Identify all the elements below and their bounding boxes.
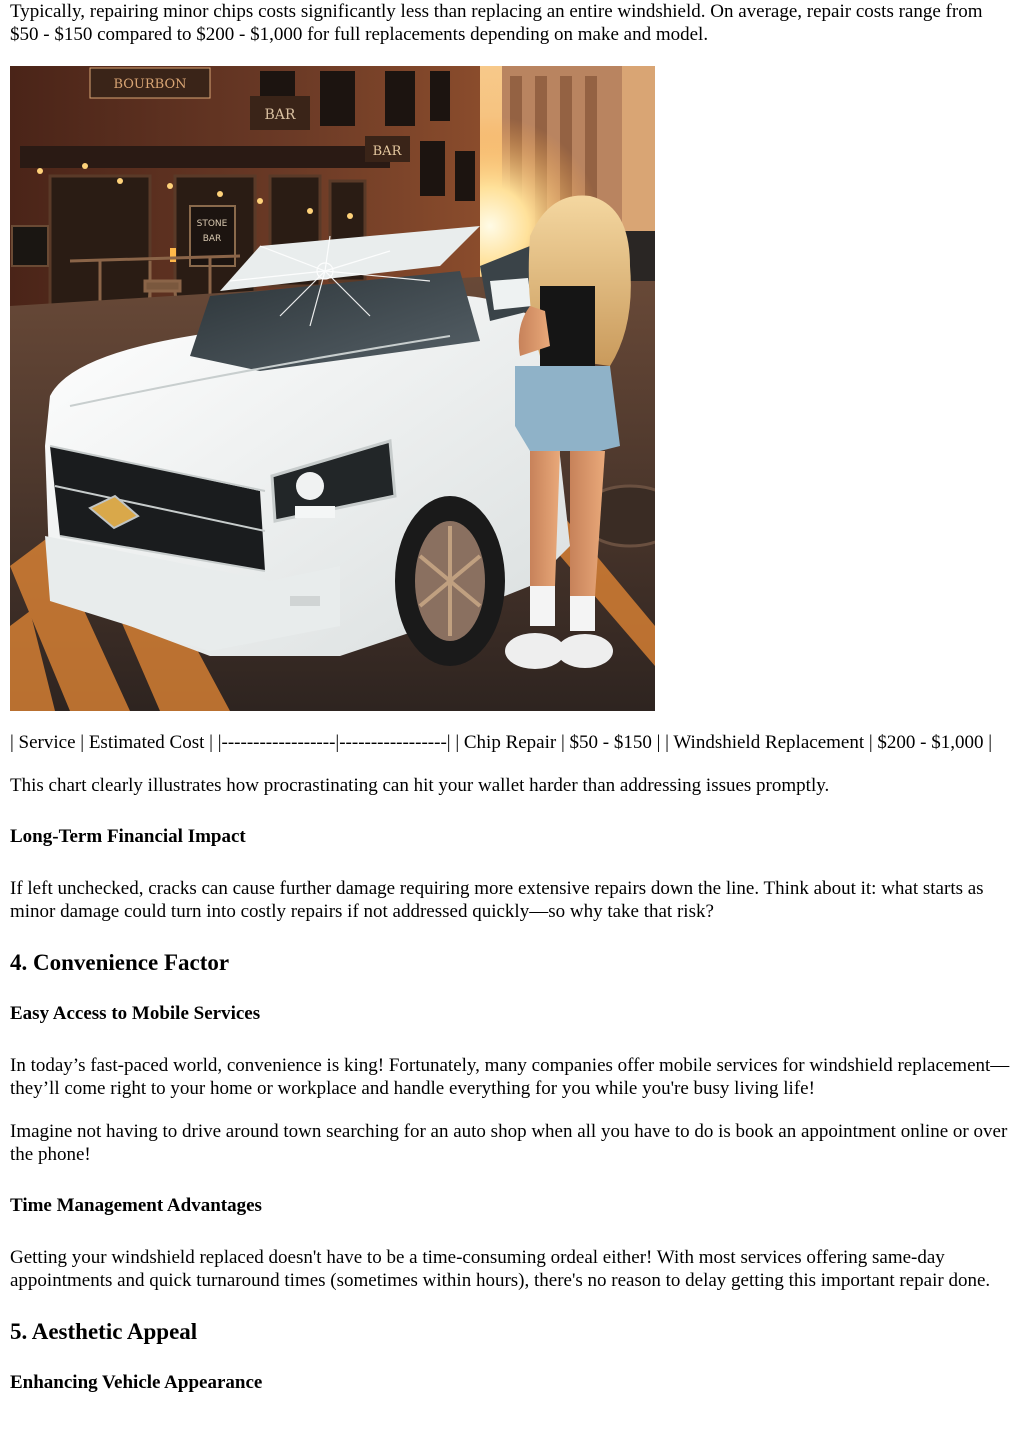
heading-convenience-factor: 4. Convenience Factor bbox=[10, 950, 230, 975]
mobile-paragraph-1: In today’s fast-paced world, convenience is king! Fortunately, many companies offer mobile services for windshield replacement—they’ll come right to your home or workplace and handle everything for you while you're busy living life! bbox=[10, 1055, 1010, 1099]
heading-enhancing-appearance: Enhancing Vehicle Appearance bbox=[10, 1372, 263, 1393]
heading-aesthetic-appeal: 5. Aesthetic Appeal bbox=[10, 1319, 198, 1344]
intro-paragraph: Typically, repairing minor chips costs significantly less than replacing an entire windshield. On average, repair costs range from $50 - $150 compared to $200 - $1,000 for full replacements depending on make and model. bbox=[10, 1, 983, 45]
long-term-paragraph: If left unchecked, cracks can cause further damage requiring more extensive repairs down the line. Think about it: what starts as minor damage could turn into costly repairs if not addressed quickly—so why take that risk? bbox=[10, 878, 984, 922]
corner-bar-sign-text: BAR bbox=[372, 144, 402, 159]
heading-time-management: Time Management Advantages bbox=[10, 1195, 262, 1216]
svg-text:STONE: STONE bbox=[196, 219, 228, 229]
mobile-paragraph-2: Imagine not having to drive around town searching for an auto shop when all you have to do is book an appointment online or over the phone! bbox=[10, 1121, 1008, 1165]
svg-text:BAR: BAR bbox=[202, 234, 222, 244]
heading-long-term-financial-impact: Long-Term Financial Impact bbox=[10, 826, 246, 847]
cost-table-markdown-text: | Service | Estimated Cost | |------------------|-----------------| | Chip Repair | $50 - $150 | | Windshield Replacement | $200 - $1,000 | bbox=[10, 732, 993, 753]
bar-sign-text: BAR bbox=[264, 107, 296, 123]
time-paragraph: Getting your windshield replaced doesn't have to be a time-consuming ordeal either! With most services offering same-day appointments and quick turnaround times (sometimes within hours), there's no reason to delay getting this important repair done. bbox=[10, 1247, 991, 1291]
svg-text:BOURBON: BOURBON bbox=[113, 77, 187, 92]
heading-easy-access-mobile: Easy Access to Mobile Services bbox=[10, 1003, 261, 1024]
hero-image-cracked-windshield-suv bbox=[10, 66, 655, 711]
chart-note-paragraph: This chart clearly illustrates how procrastinating can hit your wallet harder than addressing issues promptly. bbox=[10, 775, 830, 796]
